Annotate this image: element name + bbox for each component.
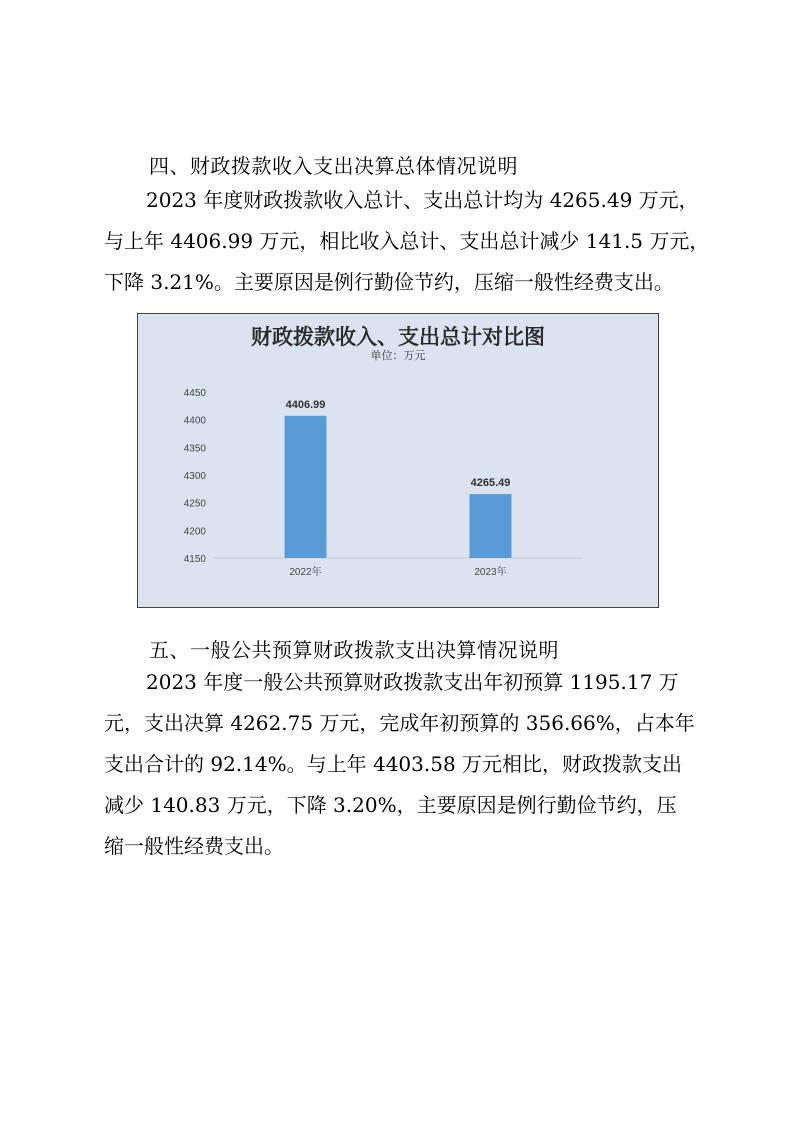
y-tick-label: 4200 (183, 526, 206, 538)
y-axis (184, 388, 207, 565)
bar-data-label: 4406.99 (285, 398, 326, 411)
comparison-chart (137, 313, 659, 608)
x-category-label: 2022年 (289, 567, 322, 578)
y-tick-label: 4300 (183, 471, 206, 482)
y-tick-label: 4350 (183, 443, 206, 455)
paragraph-line: 与上年 4406.99 万元，相比收入总计、支出总计减少 141.5 万元， (104, 229, 710, 253)
section-heading-5: 五、一般公共预算财政拨款支出决算情况说明 (149, 638, 559, 662)
section-heading-4: 四、财政拨款收入支出决算总体情况说明 (149, 154, 518, 178)
paragraph-line: 缩一般性经费支出。 (104, 834, 284, 858)
y-tick-label: 4400 (183, 415, 206, 427)
section-paragraph-5 (104, 662, 694, 867)
section-paragraph-4 (104, 180, 710, 303)
y-tick-label: 4150 (183, 554, 206, 565)
bar-data-label: 4265.49 (470, 477, 511, 490)
chart-subtitle: 单位：万元 (370, 349, 426, 362)
paragraph-line: 元，支出决算 4262.75 万元，完成年初预算的 356.66%，占本年 (104, 711, 695, 735)
x-axis (289, 565, 506, 578)
paragraph-line: 2023 年度一般公共预算财政拨款支出年初预算 1195.17 万 (146, 670, 679, 694)
bar-series (285, 399, 512, 558)
y-tick-label: 4450 (183, 388, 206, 399)
bar (470, 494, 512, 558)
paragraph-line: 下降 3.21%。主要原因是例行勤俭节约，压缩一般性经费支出。 (104, 270, 674, 294)
bar (285, 416, 327, 558)
paragraph-line: 减少 140.83 万元，下降 3.20%，主要原因是例行勤俭节约，压 (104, 793, 677, 817)
paragraph-line: 2023 年度财政拨款收入总计、支出总计均为 4265.49 万元， (146, 188, 699, 212)
chart-canvas (138, 314, 658, 607)
paragraph-line: 支出合计的 92.14%。与上年 4403.58 万元相比，财政拨款支出 (104, 752, 683, 776)
y-tick-label: 4250 (183, 498, 206, 510)
x-category-label: 2023年 (474, 567, 507, 578)
chart-title: 财政拨款收入、支出总计对比图 (251, 325, 545, 349)
